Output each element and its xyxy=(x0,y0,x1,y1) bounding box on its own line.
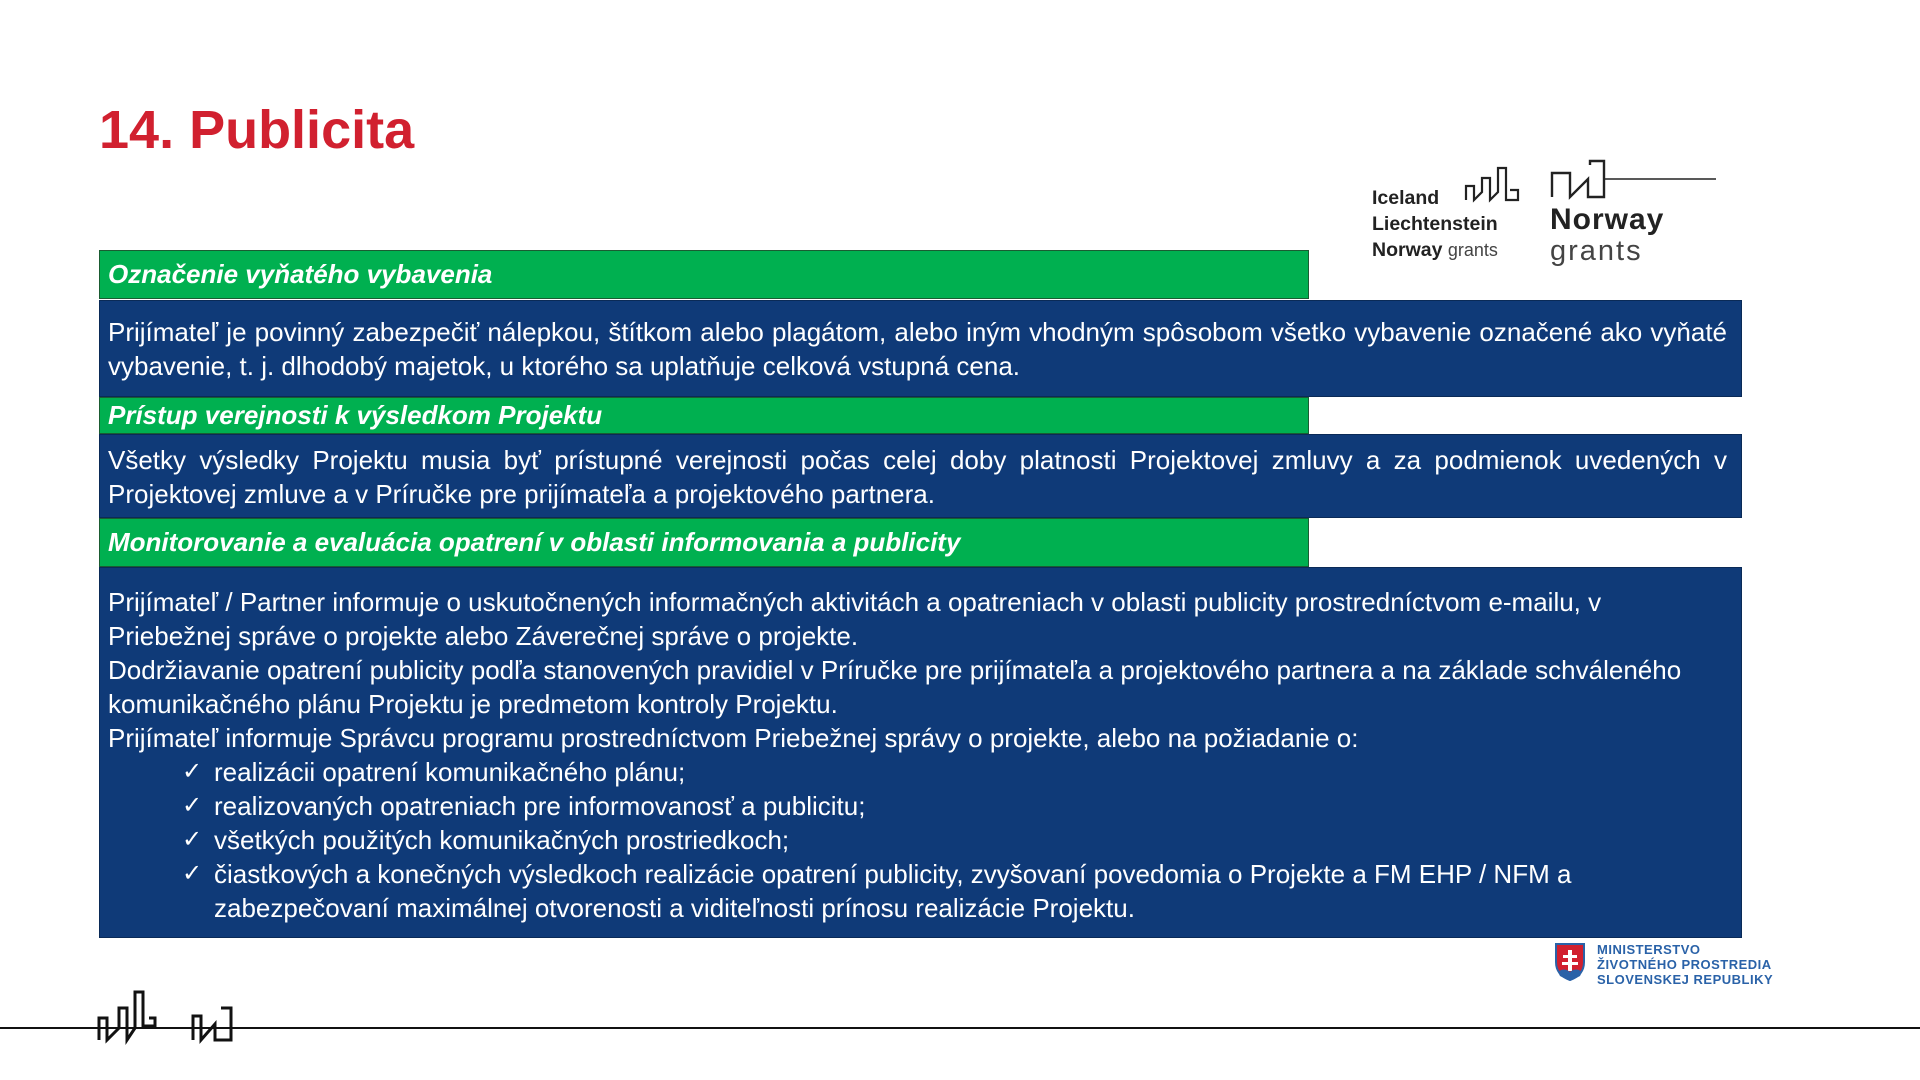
section-body-equipment xyxy=(99,300,1742,397)
monitoring-paragraph: Dodržiavanie opatrení publicity podľa stanovených pravidiel v Príručke pre prijímateľa a projektového partnera a na základe schváleného komunikačného plánu Projektu je predmetom kontroly Projektu. xyxy=(108,655,1682,719)
checklist-item-text: realizovaných opatreniach pre informovanosť a publicitu; xyxy=(214,791,866,821)
ministry-line-3: SLOVENSKEJ REPUBLIKY xyxy=(1597,972,1774,987)
checkmark-icon: ✓ xyxy=(182,860,203,887)
monitoring-paragraph: Prijímateľ / Partner informuje o uskutočnených informačných aktivitách a opatreniach v oblasti publicity prostredníctvom e-mailu, v Priebežnej správe o projekte alebo Záverečnej správe o projekte. xyxy=(108,587,1602,651)
logo-line-norway: Norway xyxy=(1372,239,1443,261)
eea-skyline-icon xyxy=(1464,164,1520,204)
section-heading-monitoring: Monitorovanie a evaluácia opatrení v oblasti informovania a publicity xyxy=(99,518,1309,567)
norway-grants-logo xyxy=(1548,155,1718,270)
footer-rule xyxy=(0,1027,1920,1029)
section-heading-public-access: Prístup verejnosti k výsledkom Projektu xyxy=(99,397,1309,434)
slide-title: 14. Publicita xyxy=(99,100,415,160)
checkmark-icon: ✓ xyxy=(182,758,203,785)
ministry-logo xyxy=(1554,942,1794,994)
checklist-item xyxy=(108,823,1727,857)
checklist-item-text: čiastkových a konečných výsledkoch realizácie opatrení publicity, zvyšovaní povedomia o Projekte a FM EHP / NFM a zabezpečovaní maximálnej otvorenosti a viditeľnosti prínosu realizácie Projektu. xyxy=(214,859,1572,923)
footer-skyline-icon xyxy=(97,988,237,1048)
checkmark-icon: ✓ xyxy=(182,792,203,819)
section-text-equipment: Prijímateľ je povinný zabezpečiť nálepkou, štítkom alebo plagátom, alebo iným vhodným spôsobom všetko vybavenie označené ako vyňaté vybavenie, t. j. dlhodobý majetok, u ktorého sa uplatňuje celková vstupná cena. xyxy=(108,317,1727,381)
checklist-item xyxy=(108,789,1727,823)
eea-grants-logo xyxy=(1372,160,1532,270)
monitoring-paragraph: Prijímateľ informuje Správcu programu prostredníctvom Priebežnej správy o projekte, alebo na požiadanie o: xyxy=(108,723,1359,753)
logo-line-iceland: Iceland xyxy=(1372,187,1440,209)
checklist-item xyxy=(108,755,1727,789)
checklist-item-text: všetkých použitých komunikačných prostriedkoch; xyxy=(214,825,790,855)
checklist-item xyxy=(108,857,1727,925)
norway-wordmark: Norway xyxy=(1550,203,1665,236)
norway-skyline-icon xyxy=(1550,157,1718,201)
ministry-line-2: ŽIVOTNÉHO PROSTREDIA xyxy=(1597,957,1772,972)
ministry-line-1: MINISTERSTVO xyxy=(1597,942,1701,957)
section-heading-equipment: Označenie vyňatého vybavenia xyxy=(99,250,1309,299)
section-text-public-access: Všetky výsledky Projektu musia byť prístupné verejnosti počas celej doby platnosti Projektovej zmluvy a za podmienok uvedených v Projektovej zmluve a v Príručke pre prijímateľa a projektového partnera. xyxy=(108,445,1727,509)
grants-wordmark: grants xyxy=(1550,235,1643,267)
slovak-crest-icon xyxy=(1554,942,1586,982)
section-body-monitoring xyxy=(99,567,1742,938)
checkmark-icon: ✓ xyxy=(182,826,203,853)
logo-line-grants: grants xyxy=(1447,240,1498,260)
logo-line-liechtenstein: Liechtenstein xyxy=(1372,213,1498,235)
monitoring-checklist xyxy=(108,755,1727,925)
section-body-public-access xyxy=(99,434,1742,518)
checklist-item-text: realizácii opatrení komunikačného plánu; xyxy=(214,757,686,787)
